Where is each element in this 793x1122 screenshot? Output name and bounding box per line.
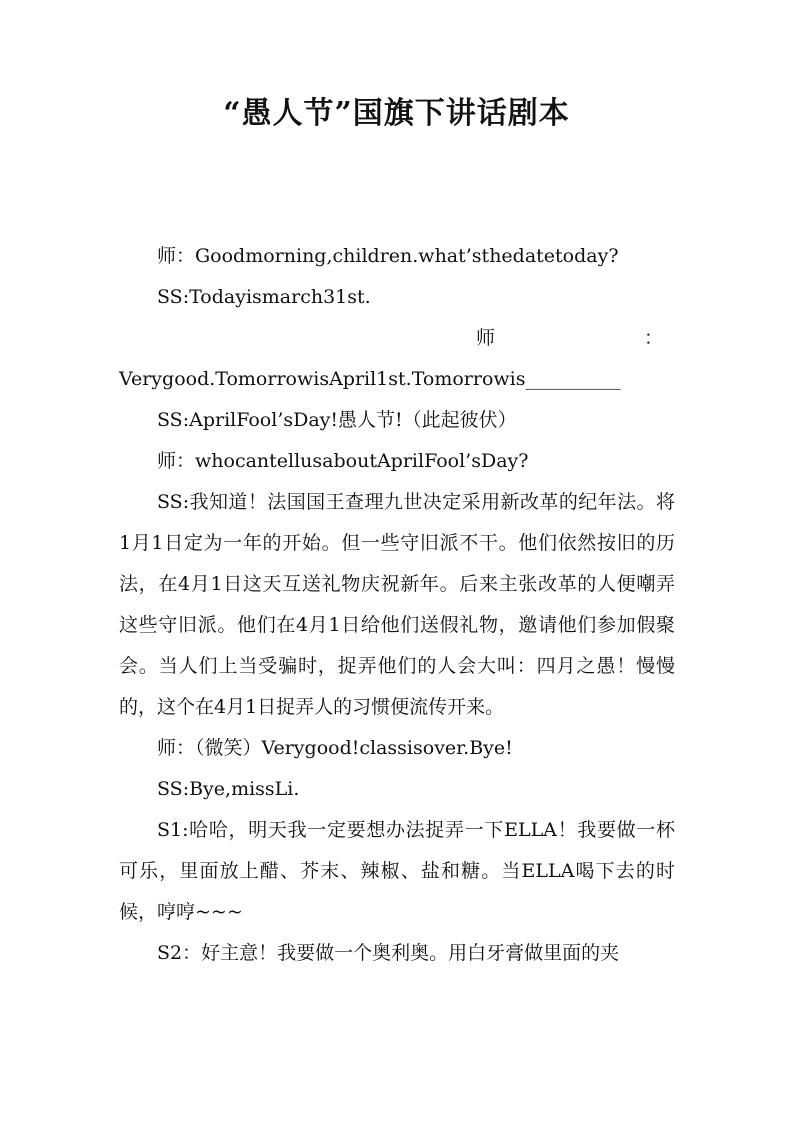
dialogue-line-teacher-speaker-row bbox=[119, 318, 675, 359]
dialogue-line-teacher-greeting: 师：Goodmorning,children.what’sthedatetoday? bbox=[157, 245, 619, 267]
document-title: “愚人节”国旗下讲话剧本 bbox=[223, 96, 570, 131]
dialogue-line-students-date: SS:Todayismarch31st. bbox=[157, 286, 371, 308]
dialogue-line-students-history: SS:我知道！法国国王查理九世决定采用新改革的纪年法。将1月1日定为一年的开始。但一些守旧派不干。他们依然按旧的历法，在4月1日这天互送礼物庆祝新年。后来主张改革的人便嘲弄这些守旧派。他们在4月1日给他们送假礼物，邀请他们参加假聚会。当人们上当受骗时，捉弄他们的人会大叫：四月之愚！慢慢的，这个在4月1日捉弄人的习惯便流传开来。 bbox=[119, 491, 675, 718]
dialogue-line-students-goodbye: SS:Bye,missLi. bbox=[157, 778, 300, 800]
dialogue-line-s1-plan: S1:哈哈，明天我一定要想办法捉弄一下ELLA！我要做一杯可乐，里面放上醋、芥末、辣椒、盐和糖。当ELLA喝下去的时候，哼哼~~~ bbox=[119, 819, 675, 923]
dialogue-line-s2-plan: S2：好主意！我要做一个奥利奥。用白牙膏做里面的夹 bbox=[157, 942, 620, 964]
dialogue-line-teacher-tomorrow: Verygood.TomorrowisApril1st.Tomorrowis__________ bbox=[119, 368, 621, 390]
dialogue-line-students-aprilfool: SS:AprilFool’sDay!愚人节!（此起彼伏） bbox=[157, 409, 517, 431]
dialogue-line-teacher-question: 师：whocantellusaboutAprilFool’sDay? bbox=[157, 450, 529, 472]
dialogue-line-teacher-goodbye: 师：（微笑）Verygood!classisover.Bye! bbox=[157, 737, 513, 759]
speaker-label: 师 bbox=[476, 327, 496, 349]
script-body bbox=[119, 236, 675, 974]
speaker-colon: ： bbox=[643, 327, 663, 349]
